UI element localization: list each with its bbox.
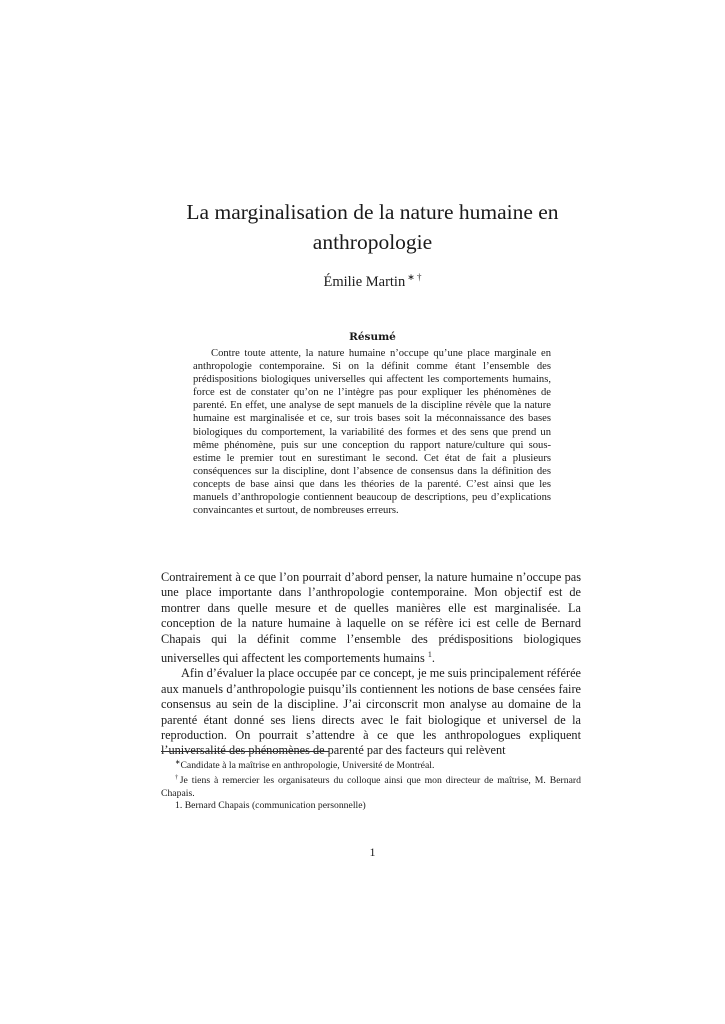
footnote-item [161, 757, 581, 772]
title-line-1: La marginalisation de la nature humaine en [186, 200, 559, 224]
author-name: Émilie Martin [323, 274, 406, 290]
title-line-2: anthropologie [312, 230, 433, 254]
footnote-text: Je tiens à remercier les organisateurs du colloque ainsi que mon directeur de maîtrise, M. Bernard Chapais. [161, 775, 581, 799]
footnote-text: Bernard Chapais (communication personnelle) [184, 799, 366, 811]
footnote-divider [161, 751, 329, 752]
footnote-mark: † [175, 774, 180, 782]
body-paragraph-1-text: Contrairement à ce que l’on pourrait d’abord penser, la nature humaine n’occupe pas une place importante dans l’anthropologie contemporaine. Mon objectif est de montrer dans quelle mesure et de quelles manières elle est marginalisée. La conception de la nature humaine à laquelle on se réfère ici est celle de Bernard Chapais qui la définit comme l’ensemble des prédispositions biologiques universelles qui affectent les comportements humains [161, 570, 581, 666]
author-footnote-marks: ∗ † [407, 272, 422, 282]
body-paragraph-2: Afin d’évaluer la place occupée par ce concept, je me suis principalement référée aux manuels d’anthropologie puisqu’ils contiennent les notions de base censées faire consensus au sein de la discipline. J’ai circonscrit mon analyse au domaine de la parenté étant donné ses liens directs avec le fait biologique et universel de la reproduction. On pourrait s’attendre à ce que les anthropologues expliquent l’universalité des phénomènes de parenté par des facteurs qui relèvent [161, 666, 581, 758]
abstract-heading: Résumé [349, 331, 396, 343]
footnote-text: Candidate à la maîtrise en anthropologie, Université de Montréal. [180, 760, 435, 771]
footnote-mark: ∗ [175, 759, 181, 766]
body-paragraph-1-end: . [431, 651, 435, 666]
abstract-text: Contre toute attente, la nature humaine n’occupe qu’une place marginale en anthropologie contemporaine. Si on la définit comme étant l’ensemble des prédispositions biologiques universelles qui affectent les comportements humains, force est de constater qu’on ne l’intègre pas pour expliquer les phénomènes de parenté. En effet, une analyse de sept manuels de la discipline révèle que la nature humaine est marginalisée et ce, sur trois bases soit la méconnaissance des bases biologiques du comportement, la variabilité des formes et des sens que prend un même phénomène, puis sur une conception du rapport nature/culture qui sous-estime le premier tout en surestimant le second. Cet état de fait a plusieurs conséquences sur la discipline, dont l’absence de consensus dans la définition des concepts de base ainsi que dans les théories de la parenté. C’est ainsi que les manuels d’anthropologie contiennent beaucoup de descriptions, peu d’explications convaincantes et surtout, de nombreuses erreurs. [193, 348, 551, 517]
footnotes [161, 757, 581, 812]
author-line [160, 268, 585, 291]
footnote-item [161, 772, 581, 800]
body-paragraph-1 [161, 570, 581, 666]
footnote-item [161, 800, 581, 812]
footnote-ref-1[interactable]: 1 [427, 650, 432, 660]
page-number: 1 [369, 845, 376, 859]
footnote-mark: 1. [175, 799, 183, 811]
paper-title [160, 197, 585, 257]
body-text [161, 570, 581, 759]
